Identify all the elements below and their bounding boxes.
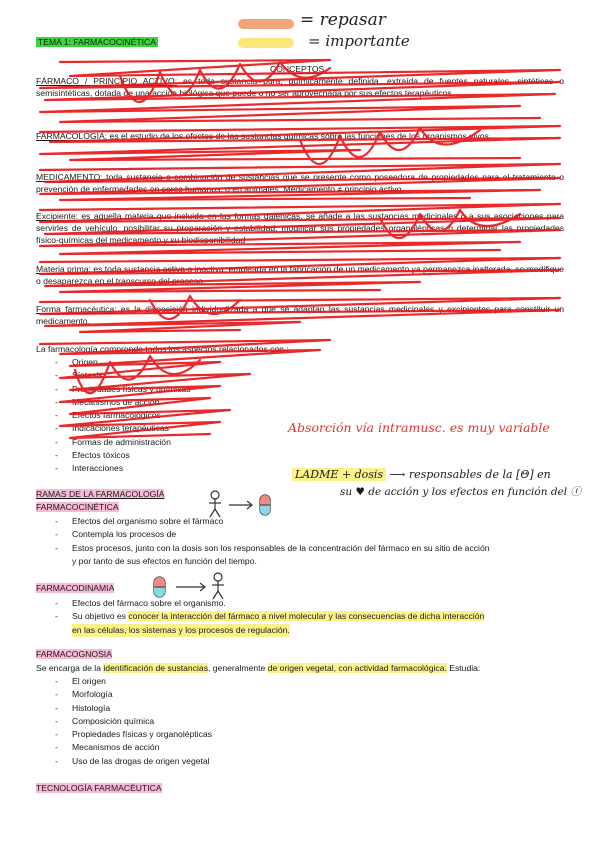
farmacognosia-title: FARMACOGNOSIA [36, 649, 112, 659]
farmacognosia-list [55, 675, 212, 768]
arrow-right-icon: ⟶ [389, 468, 409, 481]
list-item: - Contempla los procesos de [55, 529, 177, 540]
list-item: - Propiedades físicas y organolépticas [55, 729, 212, 740]
list-item: - Mecanismos de acción [55, 742, 160, 753]
forma-farmaceutica-definition: Forma farmacéutica: es la disposición individualizada a que se adaptan las sustancias medicinales y excipientes para constituir un medicamento. [36, 304, 564, 326]
list-item: - Morfología [55, 689, 113, 700]
list-item: - Mecanismos de acción [55, 396, 160, 407]
tema-title: TEMA 1: FARMACOCINÉTICA [38, 37, 156, 47]
list-item: - El origen [55, 676, 106, 686]
conceptos-title: CONCEPTOS [270, 64, 325, 74]
list-item: - Efectos del organismo sobre el fármaco [55, 516, 224, 526]
list-item: y por tanto de sus efectos en función del tiempo. [72, 555, 257, 566]
ladme-note-line1: LADME + dosis ⟶ responsables de la [Θ] en [292, 468, 551, 481]
medicamento-definition: MEDICAMENTO: toda sustancia o combinación de sustancias que se presente como poseedora de propiedades para el tratamiento o prevención de enfermedades en seres humanos, o en animales. Medicamento ≠ principio activo. [36, 172, 564, 194]
ladme-note-line2: su ♥ de acción y los efectos en función del ⓣ [340, 486, 581, 498]
list-item: - Interacciones [55, 463, 124, 474]
list-item: - Propiedades físicas y químicas [55, 383, 191, 394]
list-item: - Composición química [55, 715, 155, 726]
legend-swatch-yellow [238, 38, 294, 48]
list-item: - Uso de las drogas de origen vegetal [55, 755, 210, 766]
ramas-title: RAMAS DE LA FARMACOLOGÍA [36, 489, 165, 499]
legend-importante: = importante [308, 32, 410, 50]
list-item: - Efectos farmacológicos [55, 410, 161, 421]
farmacodinamia-title: FARMACODINAMIA [36, 583, 115, 593]
absorcion-note: Absorción vía intramusc. es muy variable [288, 420, 550, 435]
list-item: - Indicaciones terapéuticas [55, 423, 169, 434]
farmacocinetica-title: FARMACOCINÉTICA [36, 502, 119, 512]
farmacologia-definition: FARMACOLOGÍA: es el estudio de los efectos de las sustancias químicas sobre las funciones de los organismos vivos. [36, 131, 492, 141]
tecnologia-title: TECNOLOGÍA FARMACÉUTICA [36, 783, 162, 793]
aspectos-list [55, 356, 190, 476]
farmaco-definition: FÁRMACO / PRINCIPIO ACTIVO: es toda sustancia pura, químicamente definida, extraída de fuentes naturales, sintéticas o semisintéticas, dotada de una acción biológica que puede o no ser aprovechada por sus efectos terapéuticos. [36, 76, 564, 98]
list-item: - Formas de administración [55, 436, 171, 447]
list-item: - Estos procesos, junto con la dosis son los responsables de la concentración del fármaco en su sitio de acción [55, 542, 490, 553]
legend-swatch-orange [238, 19, 294, 29]
farmacodinamia-list [55, 597, 484, 637]
excipiente-definition: Excipiente: es aquella materia que incluida en las formas galénicas, se añade a las sustancias medicinales o a sus asociaciones para servirles de vehículo, posibilitar su preparación y estabilidad, modificar sus propiedades organolépticas o determinar las propiedades físico-químicas del medicamento y su biodisponibilidad [36, 211, 564, 245]
materia-prima-definition: Materia prima: es toda sustancia activa o inactiva, empleada en la fabricación de un medicamento ya permanezca inalterada, se modifique o desaparezca en el transcurso del proceso. [36, 264, 564, 286]
list-item: - Histología [55, 702, 111, 713]
comprende-text: La farmacología comprende todos los aspectos relacionados con : [36, 344, 289, 354]
list-item: en las células, los sistemas y los procesos de regulación. [55, 624, 484, 637]
list-item: - Efectos del fármaco sobre el organismo. [55, 598, 226, 608]
list-item: - Origen [55, 357, 98, 367]
list-item: - Efectos tóxicos [55, 450, 130, 461]
list-item: - Su objetivo es conocer la interacción del fármaco a nivel molecular y las consecuencias de dicha interacción [55, 611, 485, 622]
farmacognosia-intro: Se encarga de la identificación de sustancias, generalmente de origen vegetal, con actividad farmacológica. Estudia: [36, 663, 481, 673]
farmacocinetica-list [55, 515, 490, 568]
list-item: - Síntesis [55, 370, 103, 381]
legend-repasar: = repasar [300, 10, 386, 30]
